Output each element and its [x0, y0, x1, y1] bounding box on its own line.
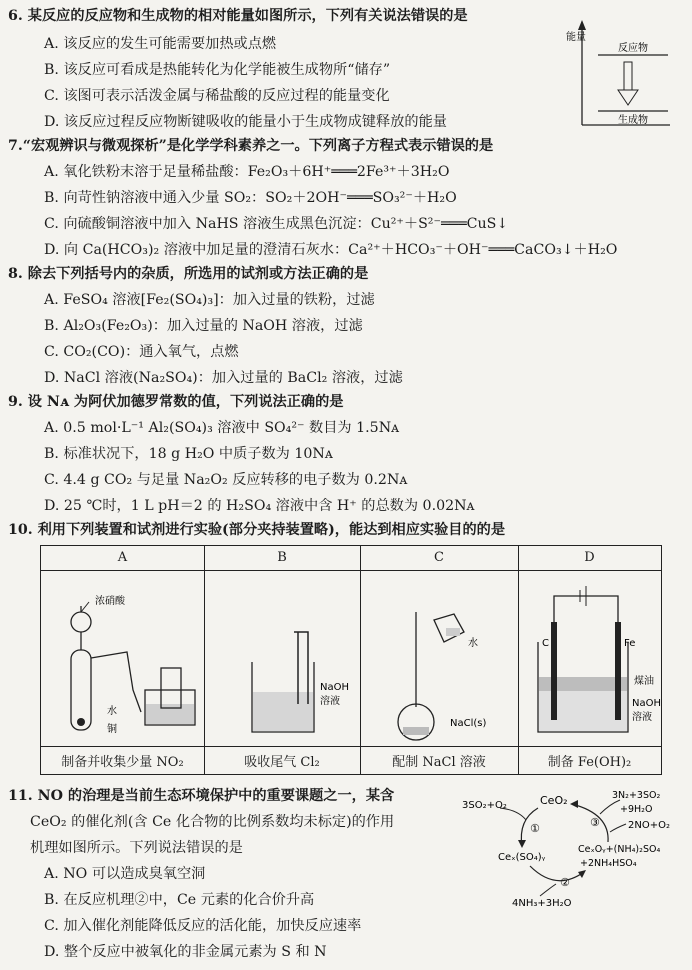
q6-option-b: B. 该反应可看成是热能转化为化学能被生成物所“储存”: [44, 62, 391, 78]
cycle-in2: 4NH₃+3H₂O: [512, 898, 572, 909]
cycle-in3: 2NO+O₂: [628, 820, 670, 831]
q11-stem-line3: 机理如图所示。下列说法错误的是: [30, 840, 243, 856]
q9-option-c: C. 4.4 g CO₂ 与足量 Na₂O₂ 反应转移的电子数为 0.2Nᴀ: [44, 472, 408, 488]
q6-stem: 6. 某反应的反应物和生成物的相对能量如图所示，下列有关说法错误的是: [8, 8, 468, 24]
q8-option-d: D. NaCl 溶液(Na₂SO₄)：加入过量的 BaCl₂ 溶液，过滤: [44, 370, 403, 386]
q11-stem-line1: 11. NO 的治理是当前生态环境保护中的重要课题之一，某含: [8, 788, 395, 804]
header-b: B: [277, 550, 287, 565]
q11-option-c: C. 加入催化剂能降低反应的活化能，加快反应速率: [44, 918, 362, 934]
header-d: D: [584, 550, 595, 565]
reactant-label: 反应物: [618, 43, 648, 54]
energy-axis-label: 能量: [566, 32, 586, 43]
q11-option-a: A. NO 可以造成臭氧空洞: [44, 866, 206, 882]
q9-option-b: B. 标准状况下，18 g H₂O 中质子数为 10Nᴀ: [44, 446, 333, 462]
b-naoh-label: NaOH: [320, 682, 349, 693]
cycle-step3: ③: [590, 816, 600, 829]
cycle-ce-nh4: CeₓOᵧ+(NH₄)₂SO₄: [578, 844, 661, 855]
a-water-label: 水: [107, 706, 117, 717]
q11-stem-line2: CeO₂ 的催化剂(含 Ce 化合物的比例系数均未标定)的作用: [30, 814, 395, 830]
q7-stem: 7.“宏观辨识与微观探析”是化学学科素养之一。下列离子方程式表示错误的是: [8, 138, 494, 154]
q8-option-a: A. FeSO₄ 溶液[Fe₂(SO₄)₃]：加入过量的铁粉，过滤: [44, 292, 375, 308]
q11-option-d: D. 整个反应中被氧化的非金属元素为 S 和 N: [44, 944, 327, 960]
caption-b: 吸收尾气 Cl₂: [244, 755, 320, 770]
catalytic-cycle-diagram: [460, 780, 690, 930]
cycle-step2: ②: [560, 876, 570, 889]
header-a: A: [117, 550, 128, 565]
q8-option-c: C. CO₂(CO)：通入氧气，点燃: [44, 344, 239, 360]
cycle-nh4hso4: +2NH₄HSO₄: [580, 858, 637, 869]
q10-stem: 10. 利用下列装置和试剂进行实验(部分夹持装置略)，能达到相应实验目的的是: [8, 522, 506, 538]
q9-option-d: D. 25 ℃时，1 L pH＝2 的 H₂SO₄ 溶液中含 H⁺ 的总数为 0.02Nᴀ: [44, 498, 475, 514]
cycle-in1: 3SO₂+O₂: [462, 800, 507, 811]
d-naoh-label: NaOH: [632, 698, 661, 709]
q9-stem: 9. 设 Nᴀ 为阿伏加德罗常数的值，下列说法正确的是: [8, 394, 344, 410]
cycle-out3a: 3N₂+3SO₂: [612, 790, 661, 801]
q6-option-c: C. 该图可表示活泼金属与稀盐酸的反应过程的能量变化: [44, 88, 390, 104]
cycle-out3b: +9H₂O: [620, 804, 653, 815]
q7-option-c: C. 向硫酸铜溶液中加入 NaHS 溶液生成黑色沉淀：Cu²⁺＋S²⁻═══CuS↓: [44, 216, 509, 232]
caption-a: 制备并收集少量 NO₂: [61, 755, 184, 770]
q9-option-a: A. 0.5 mol·L⁻¹ Al₂(SO₄)₃ 溶液中 SO₄²⁻ 数目为 1.5Nᴀ: [44, 420, 400, 436]
d-soln-label: 溶液: [632, 712, 652, 723]
caption-d: 制备 Fe(OH)₂: [547, 755, 632, 770]
q6-option-d: D. 该反应过程反应物断键吸收的能量小于生成物成键释放的能量: [44, 114, 447, 130]
cycle-ceso4: Ceₓ(SO₄)ᵧ: [498, 852, 546, 863]
cycle-ceo2: CeO₂: [540, 794, 568, 807]
q6-option-a: A. 该反应的发生可能需要加热或点燃: [44, 36, 277, 52]
q7-option-a: A. 氧化铁粉末溶于足量稀盐酸：Fe₂O₃＋6H⁺═══2Fe³⁺＋3H₂O: [44, 164, 450, 180]
apparatus-b: [204, 572, 360, 744]
q11-option-b: B. 在反应机理②中，Ce 元素的化合价升高: [44, 892, 315, 908]
apparatus-c: [360, 572, 518, 744]
q7-option-b: B. 向苛性钠溶液中通入少量 SO₂：SO₂＋2OH⁻═══SO₃²⁻＋H₂O: [44, 190, 457, 206]
caption-c: 配制 NaCl 溶液: [392, 755, 486, 770]
energy-diagram: [560, 10, 680, 130]
q7-option-d: D. 向 Ca(HCO₃)₂ 溶液中加足量的澄清石灰水：Ca²⁺＋HCO₃⁻＋OH⁻═══CaCO₃↓＋H₂O: [44, 242, 618, 258]
apparatus-a: [41, 572, 204, 744]
cycle-step1: ①: [530, 822, 540, 835]
a-copper-label: 铜: [107, 724, 117, 735]
d-fe-label: Fe: [624, 638, 636, 649]
c-water-label: 水: [468, 638, 478, 649]
a-acid-label: 浓硝酸: [95, 596, 125, 607]
q8-option-b: B. Al₂O₃(Fe₂O₃)：加入过量的 NaOH 溶液，过滤: [44, 318, 363, 334]
apparatus-table: [40, 545, 662, 775]
header-c: C: [434, 550, 444, 565]
q8-stem: 8. 除去下列括号内的杂质，所选用的试剂或方法正确的是: [8, 266, 369, 282]
c-nacl-label: NaCl(s): [450, 718, 487, 729]
product-label: 生成物: [618, 115, 648, 126]
d-oil-label: 煤油: [634, 676, 654, 687]
apparatus-d: [518, 572, 661, 744]
b-soln-label: 溶液: [320, 696, 340, 707]
d-c-label: C: [542, 638, 549, 649]
